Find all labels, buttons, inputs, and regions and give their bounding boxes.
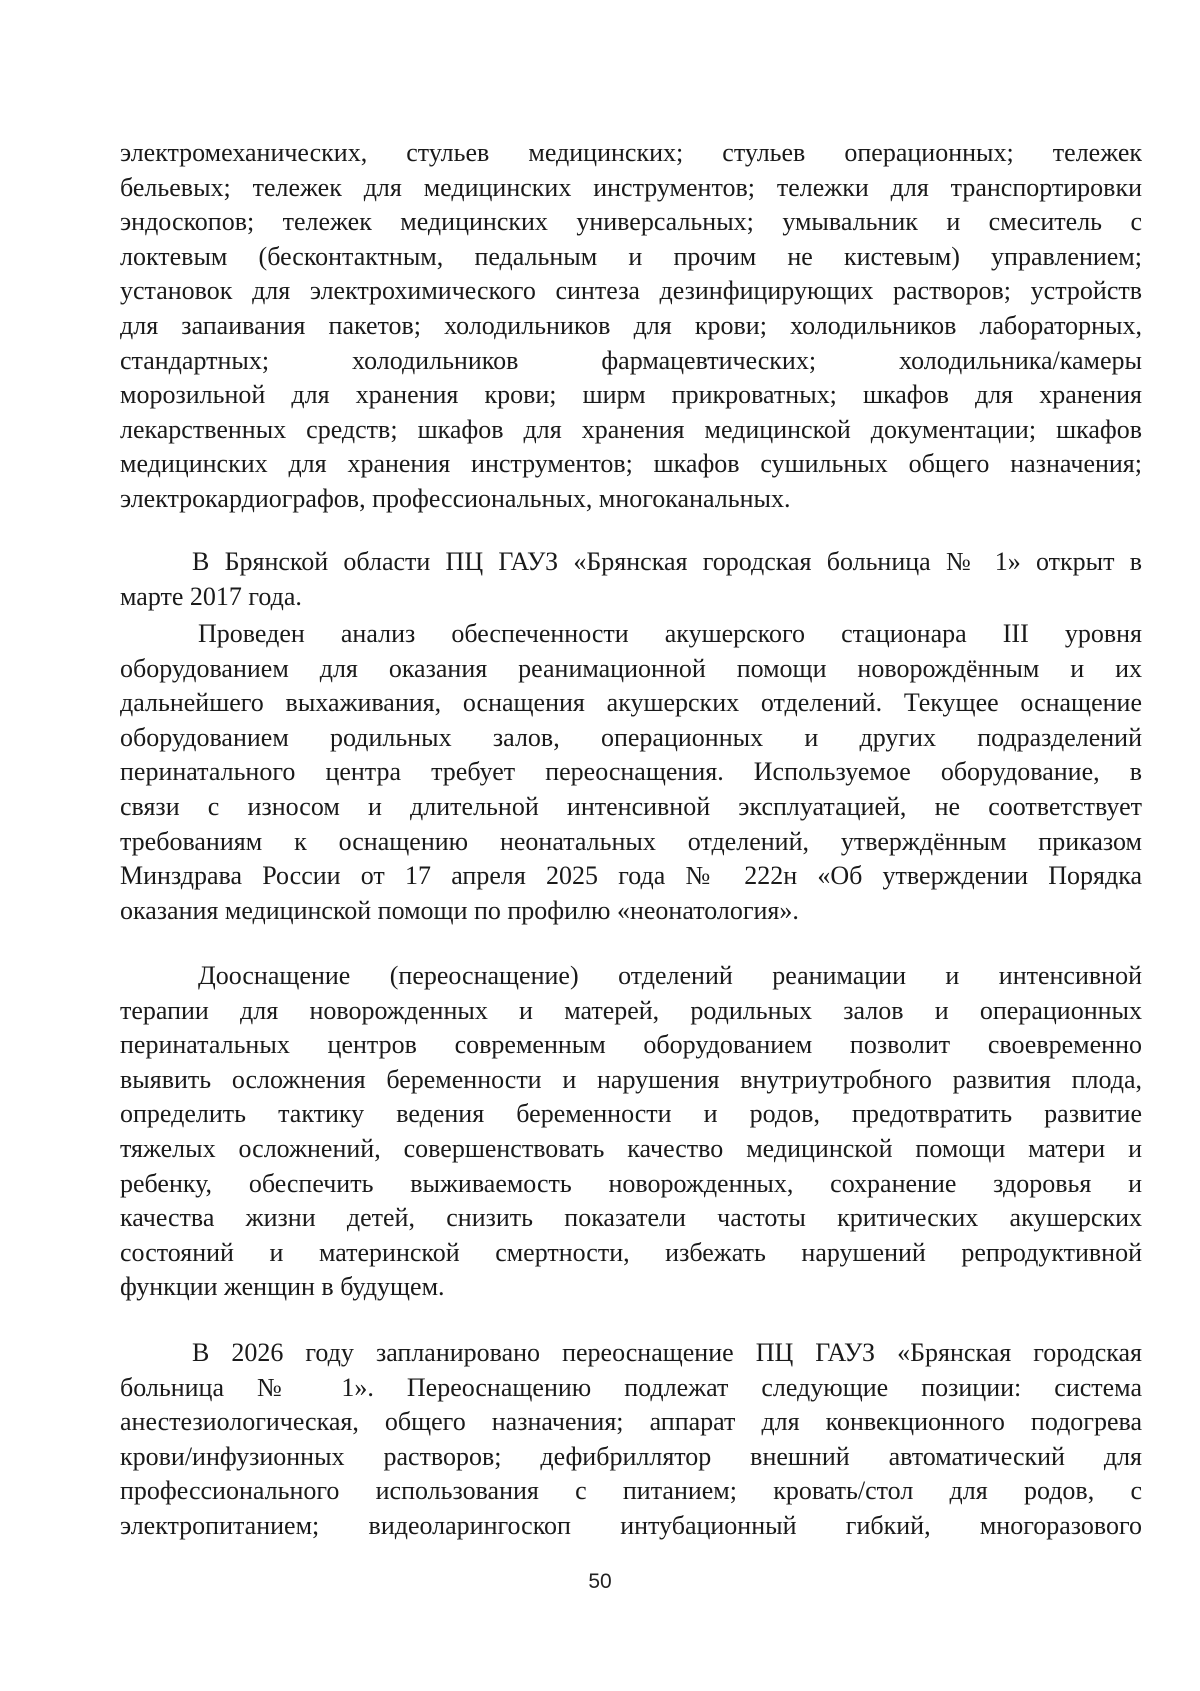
text-line: оборудованием для оказания реанимационной помощи новорождённым и их <box>120 653 1142 683</box>
text-line: эндоскопов; тележек медицинских универсальных; умывальник и смеситель с <box>120 207 1142 237</box>
text-line: больница № 1». Переоснащению подлежат следующие позиции: система <box>120 1372 1142 1402</box>
text-line: стандартных; холодильников фармацевтических; холодильника/камеры <box>120 345 1142 375</box>
text-line: Дооснащение (переоснащение) отделений реанимации и интенсивной <box>198 961 1142 990</box>
text-line: установок для электрохимического синтеза дезинфицирующих растворов; устройств <box>120 276 1142 306</box>
text-line: перинатального центра требует переоснащения. Используемое оборудование, в <box>120 757 1142 787</box>
text-line: ребенку, обеспечить выживаемость новорожденных, сохранение здоровья и <box>120 1168 1142 1198</box>
text-line: профессионального использования с питанием; кровать/стол для родов, с <box>120 1476 1142 1506</box>
text-line: медицинских для хранения инструментов; шкафов сушильных общего назначения; <box>120 449 1142 479</box>
text-line: морозильной для хранения крови; ширм прикроватных; шкафов для хранения <box>120 380 1142 410</box>
text-line: дальнейшего выхаживания, оснащения акушерских отделений. Текущее оснащение <box>120 688 1142 718</box>
text-line: Минздрава России от 17 апреля 2025 года № 222н «Об утверждении Порядка <box>120 861 1142 891</box>
text-line: перинатальных центров современным оборудованием позволит своевременно <box>120 1030 1142 1060</box>
text-line: анестезиологическая, общего назначения; аппарат для конвекционного подогрева <box>120 1407 1142 1437</box>
text-line: В 2026 году запланировано переоснащение ПЦ ГАУЗ «Брянская городская <box>192 1338 1142 1367</box>
text-line: функции женщин в будущем. <box>120 1272 445 1302</box>
text-line: марте 2017 года. <box>120 581 302 611</box>
text-line: электромеханических, стульев медицинских; стульев операционных; тележек <box>120 138 1142 167</box>
text-line: бельевых; тележек для медицинских инструментов; тележки для транспортировки <box>120 172 1142 202</box>
text-line: Проведен анализ обеспеченности акушерского стационара III уровня <box>198 619 1142 648</box>
text-line: В Брянской области ПЦ ГАУЗ «Брянская городская больница № 1» открыт в <box>192 547 1142 576</box>
text-line: электропитанием; видеоларингоскоп интубационный гибкий, многоразового <box>120 1510 1142 1540</box>
text-line: определить тактику ведения беременности и родов, предотвратить развитие <box>120 1099 1142 1129</box>
text-line: оказания медицинской помощи по профилю «неонатология». <box>120 895 799 925</box>
text-line: качества жизни детей, снизить показатели частоты критических акушерских <box>120 1203 1142 1233</box>
text-line: для запаивания пакетов; холодильников для крови; холодильников лабораторных, <box>120 310 1142 340</box>
text-line: локтевым (бесконтактным, педальным и прочим не кистевым) управлением; <box>120 241 1142 271</box>
text-line: электрокардиографов, профессиональных, многоканальных. <box>120 483 791 513</box>
page-number: 50 <box>588 1570 612 1593</box>
text-line: требованиям к оснащению неонатальных отделений, утверждённым приказом <box>120 826 1142 856</box>
paragraph-reequipment-benefits <box>120 959 1142 1305</box>
text-line: связи с износом и длительной интенсивной эксплуатацией, не соответствует <box>120 791 1142 821</box>
text-line: состояний и материнской смертности, избежать нарушений репродуктивной <box>120 1237 1142 1267</box>
text-line: оборудованием родильных залов, операционных и других подразделений <box>120 722 1142 752</box>
paragraph-center-opened <box>120 545 1142 614</box>
paragraph-equipment-list <box>120 136 1142 517</box>
paragraph-analysis <box>120 617 1142 928</box>
text-line: тяжелых осложнений, совершенствовать качество медицинской помощи матери и <box>120 1133 1142 1163</box>
text-line: крови/инфузионных растворов; дефибриллятор внешний автоматический для <box>120 1441 1142 1471</box>
text-line: выявить осложнения беременности и нарушения внутриутробного развития плода, <box>120 1064 1142 1094</box>
text-line: терапии для новорожденных и матерей, родильных залов и операционных <box>120 995 1142 1025</box>
paragraph-2026-plan <box>120 1336 1142 1544</box>
text-line: лекарственных средств; шкафов для хранения медицинской документации; шкафов <box>120 414 1142 444</box>
